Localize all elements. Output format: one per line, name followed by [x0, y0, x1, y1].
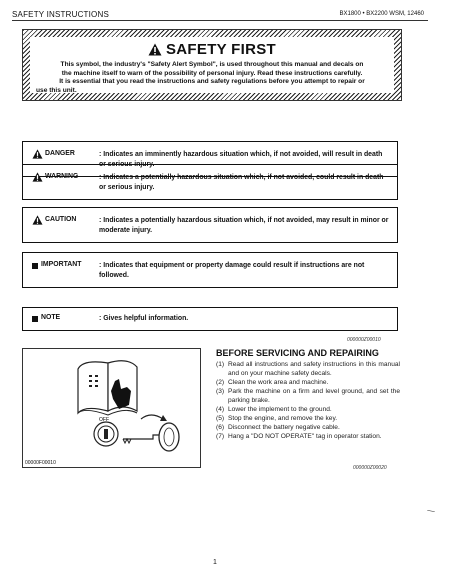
- important-box: [22, 252, 398, 288]
- illustration-frame: [22, 348, 201, 468]
- important-text: : Indicates that equipment or property damage could result if instructions are not followed.: [99, 262, 365, 279]
- note-text: : Gives helpful information.: [99, 315, 189, 322]
- warning-box: [22, 164, 398, 200]
- before-servicing-title: BEFORE SERVICING AND REPAIRING: [216, 348, 379, 358]
- header-rule: [12, 20, 428, 21]
- margin-mark: [427, 510, 435, 512]
- list-item: (3) Park the machine on a firm and level ground, and set the parking brake.: [216, 388, 400, 404]
- before-servicing-list: [216, 360, 400, 441]
- alert-triangle-icon: [32, 149, 43, 159]
- list-item: (6) Disconnect the battery negative cable.: [216, 424, 340, 431]
- safety-first-text: This symbol, the industry's "Safety Alert Symbol", is used throughout this manual and decals on the machine itself to warn of the possibility of personal injury. Read these instructions carefully. It is essential that you read the instructions and safety regulations before you attempt to repair or use this unit.: [36, 61, 365, 94]
- black-square-icon: [32, 263, 38, 269]
- list-item: (1) Read all instructions and safety instructions in this manual and on your machine safety decals.: [216, 361, 400, 377]
- black-square-icon: [32, 316, 38, 322]
- alert-triangle-icon: [32, 172, 43, 182]
- warning-text: : Indicates a potentially hazardous situation which, if not avoided, could result in death or serious injury.: [99, 174, 384, 191]
- list-item: (7) Hang a "DO NOT OPERATE" tag in operator station.: [216, 433, 382, 440]
- alert-triangle-icon: [32, 215, 43, 225]
- header-model: BX1800 • BX2200 WSM, 12460: [339, 11, 424, 17]
- list-item: (5) Stop the engine, and remove the key.: [216, 415, 338, 422]
- danger-text: : Indicates an imminently hazardous situation which, if not avoided, will result in death or serious injury.: [99, 151, 383, 168]
- important-label: IMPORTANT: [41, 261, 82, 268]
- caution-text: : Indicates a potentially hazardous situation which, if not avoided, may result in minor or moderate injury.: [99, 217, 389, 234]
- danger-label: DANGER: [45, 150, 75, 157]
- manual-and-key-illustration: [23, 349, 200, 459]
- caution-box: [22, 207, 398, 243]
- note-label: NOTE: [41, 314, 61, 321]
- illustration-code: 00000F00010: [25, 460, 56, 466]
- safety-first-title: SAFETY FIRST: [166, 41, 276, 58]
- warning-label: WARNING: [45, 173, 79, 180]
- safety-first-box: [22, 29, 402, 101]
- header-section-title: SAFETY INSTRUCTIONS: [12, 10, 109, 19]
- note-code: 000000Z00010: [347, 337, 381, 343]
- page-number: 1: [213, 559, 217, 566]
- svg-text:OFF: OFF: [99, 417, 109, 423]
- list-item: (2) Clean the work area and machine.: [216, 379, 329, 386]
- alert-triangle-icon: [148, 43, 162, 56]
- bottom-code: 000000Z00020: [353, 465, 387, 471]
- note-box: [22, 307, 398, 331]
- caution-label: CAUTION: [45, 216, 77, 223]
- list-item: (4) Lower the implement to the ground.: [216, 406, 332, 413]
